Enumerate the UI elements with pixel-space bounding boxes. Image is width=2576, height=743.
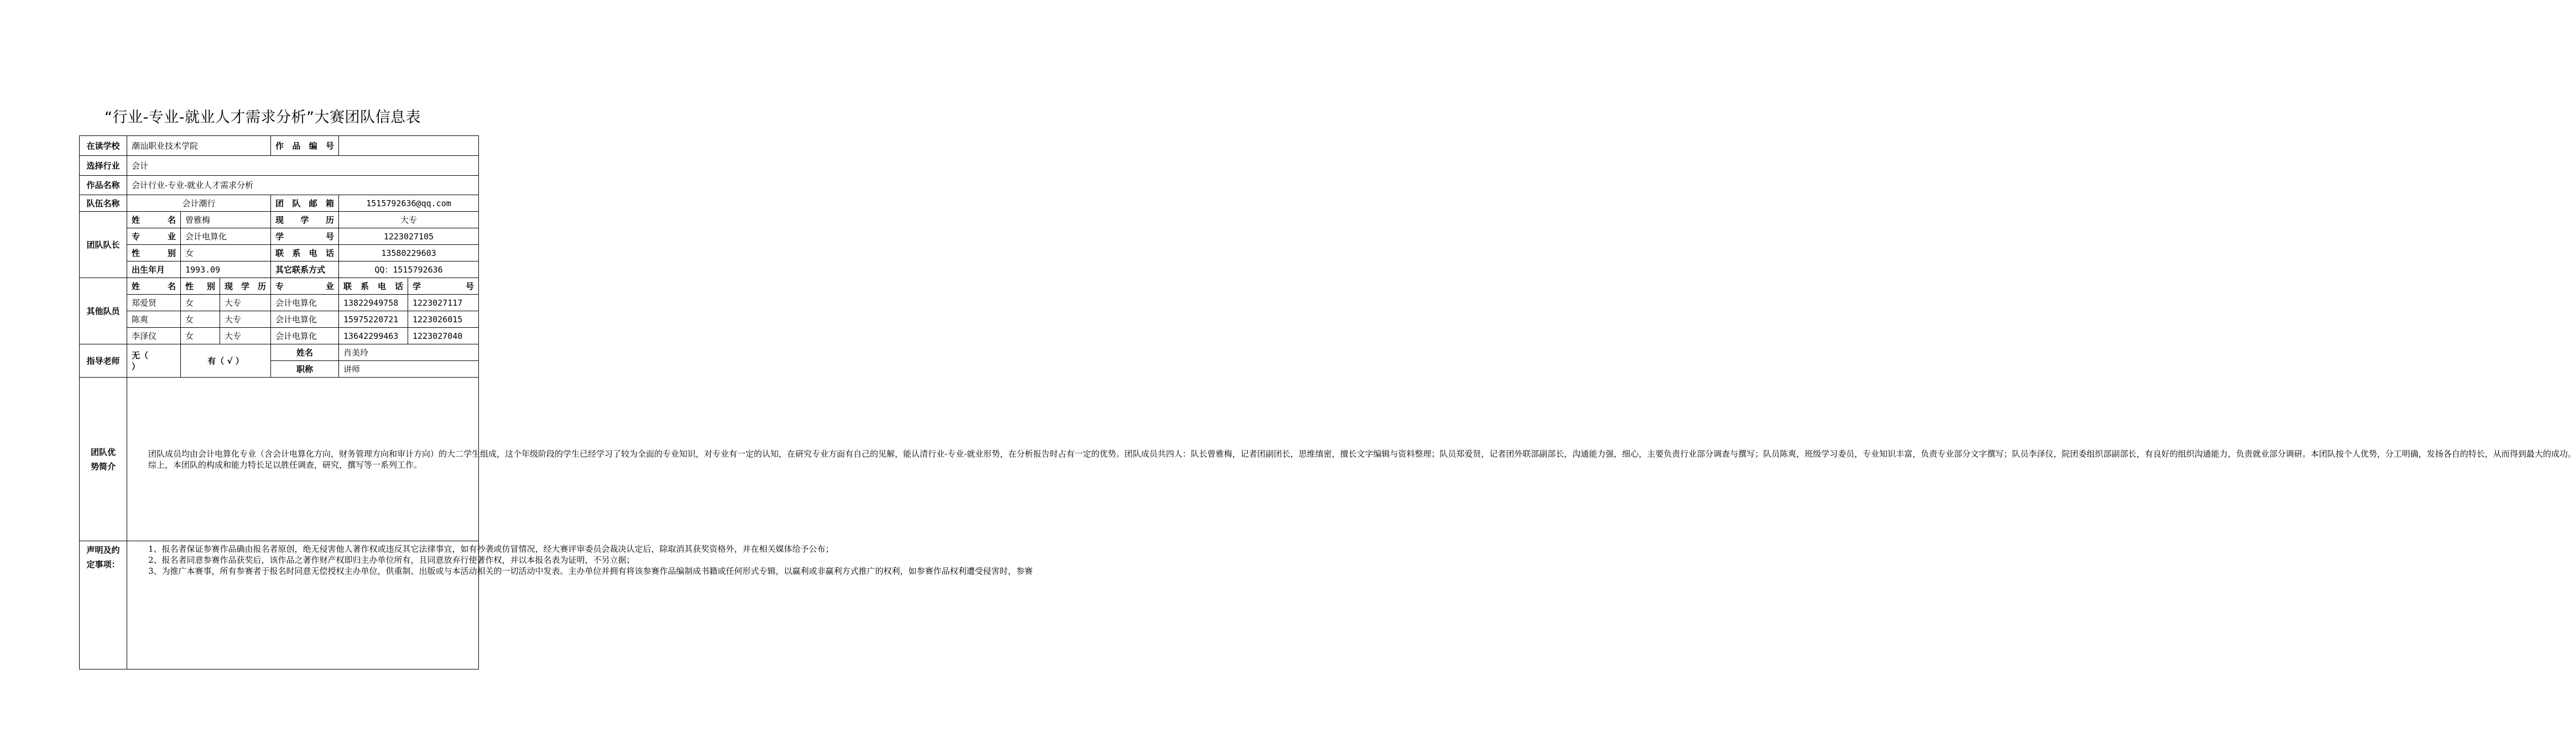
advisor-name-label: 姓名 [271, 344, 339, 361]
leader-other-label: 其它联系方式 [271, 261, 339, 278]
declaration-text [127, 541, 1033, 669]
table-row [80, 311, 479, 328]
leader-birth-value: 1993.09 [181, 261, 271, 278]
member-major: 会计电算化 [271, 295, 339, 311]
team-info-table [79, 135, 2576, 669]
member-name: 郑爱贤 [127, 295, 181, 311]
advisor-none-option: 无（ ） [127, 344, 181, 378]
member-edu: 大专 [220, 328, 271, 344]
work-no-value [339, 136, 479, 156]
leader-birth-label: 出生年月 [127, 261, 181, 278]
table-row [80, 328, 479, 344]
advisor-title-value: 讲师 [339, 361, 479, 378]
leader-gender-label: 性 别 [127, 245, 181, 261]
industry-value: 会计 [127, 156, 479, 176]
team-name-value: 会计潮行 [127, 195, 271, 212]
leader-major-label: 专 业 [127, 228, 181, 245]
leader-phone-value: 13580229603 [339, 245, 479, 261]
member-phone: 15975220721 [339, 311, 408, 328]
member-edu: 大专 [220, 311, 271, 328]
intro-text [127, 378, 2576, 541]
advisor-title-label: 职称 [271, 361, 339, 378]
member-name: 陈爽 [127, 311, 181, 328]
leader-major-value: 会计电算化 [181, 228, 271, 245]
intro-paragraph: 综上，本团队的构成和能力特长足以胜任调查，研究，撰写等一系列工作。 [148, 459, 423, 470]
members-header-gender: 性 别 [181, 278, 220, 295]
members-header-name: 姓 名 [127, 278, 181, 295]
member-name: 李泽仪 [127, 328, 181, 344]
leader-gender-value: 女 [181, 245, 271, 261]
leader-edu-value: 大专 [339, 212, 479, 228]
leader-edu-label: 现 学 历 [271, 212, 339, 228]
member-major: 会计电算化 [271, 328, 339, 344]
team-email-value: 1515792636@qq.com [339, 195, 479, 212]
members-header-id: 学 号 [408, 278, 479, 295]
table-row [80, 295, 479, 311]
work-name-value: 会计行业-专业-就业人才需求分析 [127, 176, 479, 195]
declaration-item: 2、报名者同意参赛作品获奖后，该作品之著作财产权即归主办单位所有，且同意放弃行使著作权，并以本报名表为证明，不另立据； [148, 554, 635, 565]
leader-label: 团队队长 [80, 212, 127, 278]
member-gender: 女 [181, 311, 220, 328]
leader-name-label: 姓 名 [127, 212, 181, 228]
school-label: 在读学校 [80, 136, 127, 156]
leader-id-value: 1223027105 [339, 228, 479, 245]
members-header-major: 专 业 [271, 278, 339, 295]
member-edu: 大专 [220, 295, 271, 311]
member-id: 1223027040 [408, 328, 479, 344]
members-label: 其他队员 [80, 278, 127, 344]
member-id: 1223027117 [408, 295, 479, 311]
industry-label: 选择行业 [80, 156, 127, 176]
team-name-label: 队伍名称 [80, 195, 127, 212]
leader-other-value: QQ：1515792636 [339, 261, 479, 278]
advisor-name-value: 肖美玲 [339, 344, 479, 361]
work-name-label: 作品名称 [80, 176, 127, 195]
intro-label: 团队优 势简介 [80, 378, 127, 541]
intro-paragraph: 团队成员均由会计电算化专业（含会计电算化方向，财务管理方向和审计方向）的大二学生组成，这个年级阶段的学生已经学习了较为全面的专业知识，对专业有一定的认知，在研究专业方面有自己的见解，能认清行业-专业-就业形势，在分析报告时占有一定的优势。团队成员共四人：队长曾雅梅，记者团副团长，思维缜密，擅长文字编辑与资料整理；队员郑爱贤，记者团外联部副部长，沟通能力强，细心，主要负责行业部分调查与撰写；队员陈爽，班级学习委员，专业知识丰富，负责专业部分文字撰写；队员李泽仪，院团委组织部副部长，有良好的组织沟通能力，负责就业部分调研。本团队按个人优势，分工明确，发扬各自的特长，从而得到最大的成功。 [148, 448, 2576, 459]
member-phone: 13822949758 [339, 295, 408, 311]
member-gender: 女 [181, 328, 220, 344]
members-header-phone: 联 系 电 话 [339, 278, 408, 295]
member-id: 1223026015 [408, 311, 479, 328]
team-email-label: 团 队 邮 箱 [271, 195, 339, 212]
member-phone: 13642299463 [339, 328, 408, 344]
member-major: 会计电算化 [271, 311, 339, 328]
school-value: 潮汕职业技术学院 [127, 136, 271, 156]
declaration-label: 声明及约 定事项： [80, 541, 127, 669]
work-no-label: 作 品 编 号 [271, 136, 339, 156]
members-header-edu: 现 学 历 [220, 278, 271, 295]
leader-id-label: 学 号 [271, 228, 339, 245]
declaration-item: 1、报名者保证参赛作品确由报名者原创，绝无侵害他人著作权或违反其它法律事宜，如有抄袭或仿冒情况，经大赛评审委员会裁决认定后，除取消其获奖资格外，并在相关媒体给予公布； [148, 543, 834, 554]
page-title: “行业-专业-就业人才需求分析”大赛团队信息表 [105, 109, 421, 126]
declaration-item: 3、为推广本赛事，所有参赛者于报名时同意无偿授权主办单位，供重制、出版或与本活动相关的一切活动中发表。主办单位并拥有将该参赛作品编制成书籍或任何形式专辑，以赢利或非赢利方式推广的权利，如参赛作品权利遭受侵害时，参赛 [148, 566, 1033, 576]
leader-name-value: 曾雅梅 [181, 212, 271, 228]
advisor-has-option: 有（ √ ） [181, 344, 271, 378]
leader-phone-label: 联 系 电 话 [271, 245, 339, 261]
member-gender: 女 [181, 295, 220, 311]
advisor-label: 指导老师 [80, 344, 127, 378]
